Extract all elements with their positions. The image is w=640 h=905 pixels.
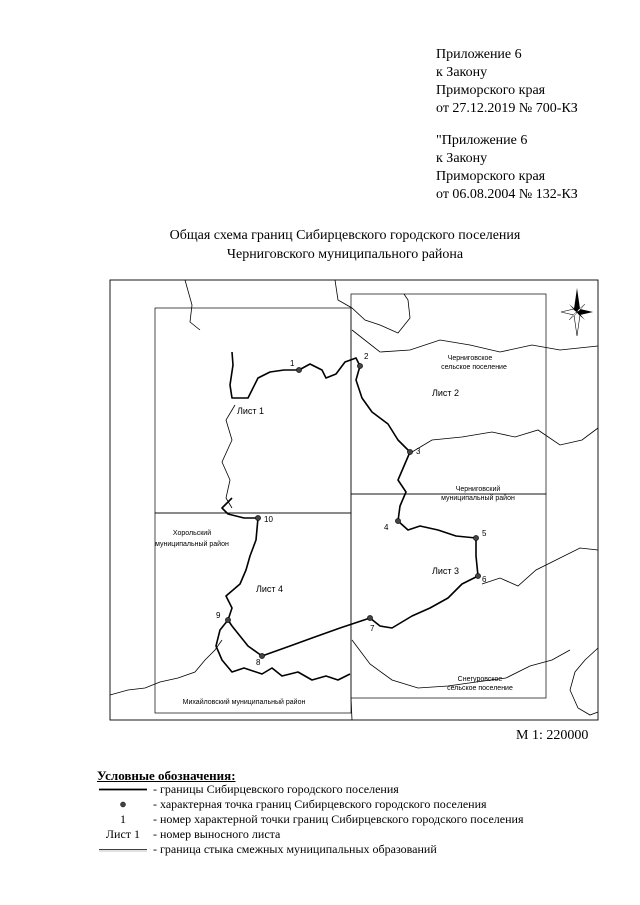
map-scale: М 1: 220000 [516,728,589,743]
header-line: Приморского края [436,83,546,98]
header-line: от 27.12.2019 № 700-КЗ [436,101,578,116]
sheet-label: Лист 2 [432,388,460,398]
legend-symbol: 1 [120,812,126,826]
point-marker [255,515,260,520]
boundary-segment [230,352,299,398]
point-label: 3 [416,447,421,456]
settlement-boundary [216,352,478,680]
legend-text: - номер выносного листа [153,827,281,841]
point-marker [357,363,362,368]
sheet-label: Лист 3 [432,566,460,576]
map-frame [110,280,598,720]
sheet-label: Лист 1 [237,406,265,416]
boundary-segment [476,538,478,576]
header-line: Приморского края [436,169,546,184]
sheet-label: Лист 4 [256,584,284,594]
boundary-segment [228,620,262,656]
boundary-segment [216,620,350,680]
region-label: Черниговское [447,355,493,362]
point-marker [475,573,480,578]
point-label: 2 [364,352,369,361]
adjacent-boundary [185,280,200,330]
adjacent-boundary [412,428,598,452]
boundary-segment [370,576,478,628]
point-marker [473,535,478,540]
boundary-segment [398,452,410,521]
header-line: к Закону [436,151,488,166]
point-marker [407,449,412,454]
region-label: Михайловский муниципальный район [182,699,306,706]
bold-line-icon [97,782,149,797]
point-marker [296,367,301,372]
point-label: 6 [482,575,487,584]
boundary-segment [356,366,410,452]
point-labels [216,352,487,667]
header-line: от 06.08.2004 № 132-КЗ [436,187,578,202]
header-line: "Приложение 6 [436,133,528,148]
adjacent-boundary [351,698,352,720]
legend-text: - характерная точка границ Сибирцевского городского поселения [153,797,487,811]
point-label: 5 [482,529,487,538]
region-label: Снегуровское [457,676,503,683]
header-line: к Закону [436,65,488,80]
title-line-1: Общая схема границ Сибирцевского городского поселения [169,228,521,243]
point-label: 8 [256,658,261,667]
region-label: муниципальный район [155,541,229,548]
point-dot-icon [97,797,149,812]
point-label: 10 [264,515,273,524]
adjacent-boundary [110,640,222,695]
point-marker [395,518,400,523]
adjacent-boundary [352,330,598,352]
point-label: 9 [216,611,221,620]
header-line: Приложение 6 [436,47,522,62]
compass-rose-icon [561,288,593,336]
point-marker [367,615,372,620]
region-label: Хорольский [172,530,212,537]
point-label: 1 [290,359,295,368]
point-marker [225,617,230,622]
region-label: сельское поселение [447,685,513,692]
adjacent-boundaries [110,280,598,720]
adjacent-boundary [222,405,235,508]
region-label: сельское поселение [441,364,507,371]
adjacent-boundary [335,280,410,333]
region-label: муниципальный район [441,495,515,502]
region-label: Черниговский [455,486,501,493]
legend-title: Условные обозначения: [97,768,236,783]
adjacent-boundary [482,548,598,586]
legend-text: - граница стыка смежных муниципальных образований [153,842,437,856]
boundary-segment [262,618,370,656]
boundary-segment [226,518,258,620]
legend-text: - номер характерной точки границ Сибирцевского городского поселения [153,812,524,826]
thin-line-icon [97,842,149,857]
sheet-labels [237,388,459,594]
region-labels [155,355,515,706]
legend-text: - границы Сибирцевского городского поселения [153,782,399,796]
adjacent-boundary [570,648,598,715]
legend-symbol: Лист 1 [105,827,141,841]
boundary-segment [398,521,476,538]
point-label: 4 [384,523,389,532]
title-line-2: Черниговского муниципального района [226,247,464,262]
sheet-frame [351,494,546,698]
point-label: 7 [370,624,375,633]
